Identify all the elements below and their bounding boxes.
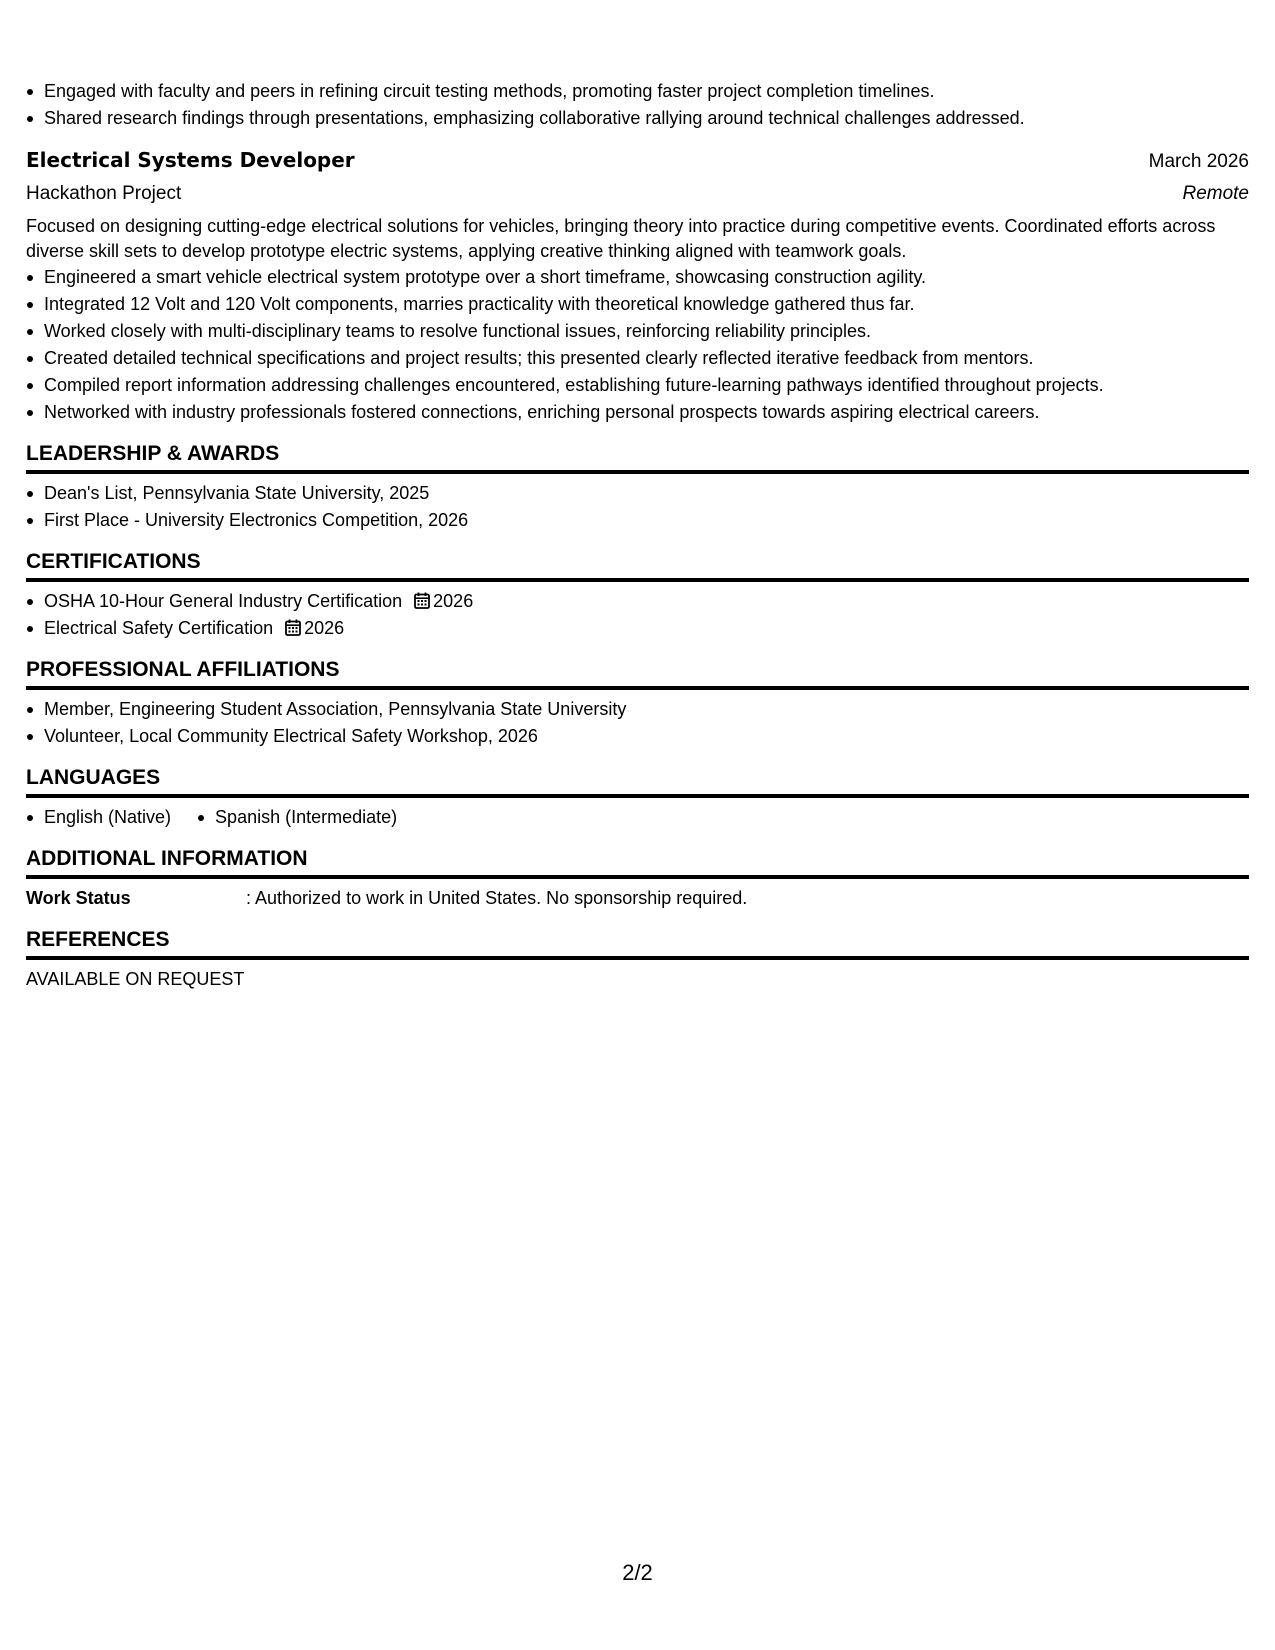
work-status-row xyxy=(26,885,1249,912)
list-item: Shared research findings through presentations, emphasizing collaborative rallying around technical challenges addressed. xyxy=(26,105,1249,132)
certification-name: OSHA 10-Hour General Industry Certification xyxy=(44,591,403,611)
languages-section xyxy=(26,764,1249,831)
certification-name: Electrical Safety Certification xyxy=(44,618,274,638)
certification-year: 2026 xyxy=(304,618,345,638)
work-status-label: Work Status xyxy=(26,888,131,908)
certification-item xyxy=(26,588,1249,615)
section-title: LANGUAGES xyxy=(26,764,1249,798)
list-item: Engaged with faculty and peers in refining circuit testing methods, promoting faster project completion timelines. xyxy=(26,78,1249,105)
list-item: First Place - University Electronics Competition, 2026 xyxy=(26,507,1249,534)
list-item: Worked closely with multi-disciplinary teams to resolve functional issues, reinforcing reliability principles. xyxy=(26,318,1249,345)
section-title: PROFESSIONAL AFFILIATIONS xyxy=(26,656,1249,690)
job-organization: Hackathon Project xyxy=(26,183,182,204)
calendar-icon xyxy=(414,592,430,609)
list-item: Created detailed technical specifications and project results; this presented clearly reflected iterative feedback from mentors. xyxy=(26,345,1249,372)
calendar-icon xyxy=(285,619,301,636)
job-title: Electrical Systems Developer xyxy=(26,148,355,172)
job-description: Focused on designing cutting-edge electrical solutions for vehicles, bringing theory into practice during competitive events. Coordinated efforts across diverse skill sets to develop prototype electric systems, applying creative thinking aligned with teamwork goals. xyxy=(26,216,1216,261)
job-date: March 2026 xyxy=(1148,151,1249,172)
language-item: English (Native) xyxy=(26,804,171,831)
certifications-section xyxy=(26,548,1249,642)
certification-item xyxy=(26,615,1249,642)
job-location: Remote xyxy=(1182,183,1249,204)
job-entry xyxy=(26,144,1249,426)
list-item: Member, Engineering Student Association, Pennsylvania State University xyxy=(26,696,1249,723)
references-section xyxy=(26,926,1249,993)
section-title: CERTIFICATIONS xyxy=(26,548,1249,582)
list-item: Volunteer, Local Community Electrical Safety Workshop, 2026 xyxy=(26,723,1249,750)
language-item: Spanish (Intermediate) xyxy=(197,804,397,831)
list-item: Integrated 12 Volt and 120 Volt components, marries practicality with theoretical knowledge gathered thus far. xyxy=(26,291,1249,318)
section-title: ADDITIONAL INFORMATION xyxy=(26,845,1249,879)
job-bullets xyxy=(26,264,1249,426)
work-status-value: : Authorized to work in United States. No sponsorship required. xyxy=(246,888,748,908)
previous-job-bullets xyxy=(26,78,1249,132)
section-title: REFERENCES xyxy=(26,926,1249,960)
certification-year: 2026 xyxy=(433,591,474,611)
references-text: AVAILABLE ON REQUEST xyxy=(26,969,245,989)
list-item: Dean's List, Pennsylvania State University, 2025 xyxy=(26,480,1249,507)
additional-info-section xyxy=(26,845,1249,912)
page-number: 2/2 xyxy=(622,1560,653,1585)
leadership-section xyxy=(26,440,1249,534)
affiliations-section xyxy=(26,656,1249,750)
list-item: Compiled report information addressing challenges encountered, establishing future-learning pathways identified throughout projects. xyxy=(26,372,1249,399)
list-item: Engineered a smart vehicle electrical system prototype over a short timeframe, showcasing construction agility. xyxy=(26,264,1249,291)
section-title: LEADERSHIP & AWARDS xyxy=(26,440,1249,474)
resume-page xyxy=(26,78,1249,993)
list-item: Networked with industry professionals fostered connections, enriching personal prospects towards aspiring electrical careers. xyxy=(26,399,1249,426)
